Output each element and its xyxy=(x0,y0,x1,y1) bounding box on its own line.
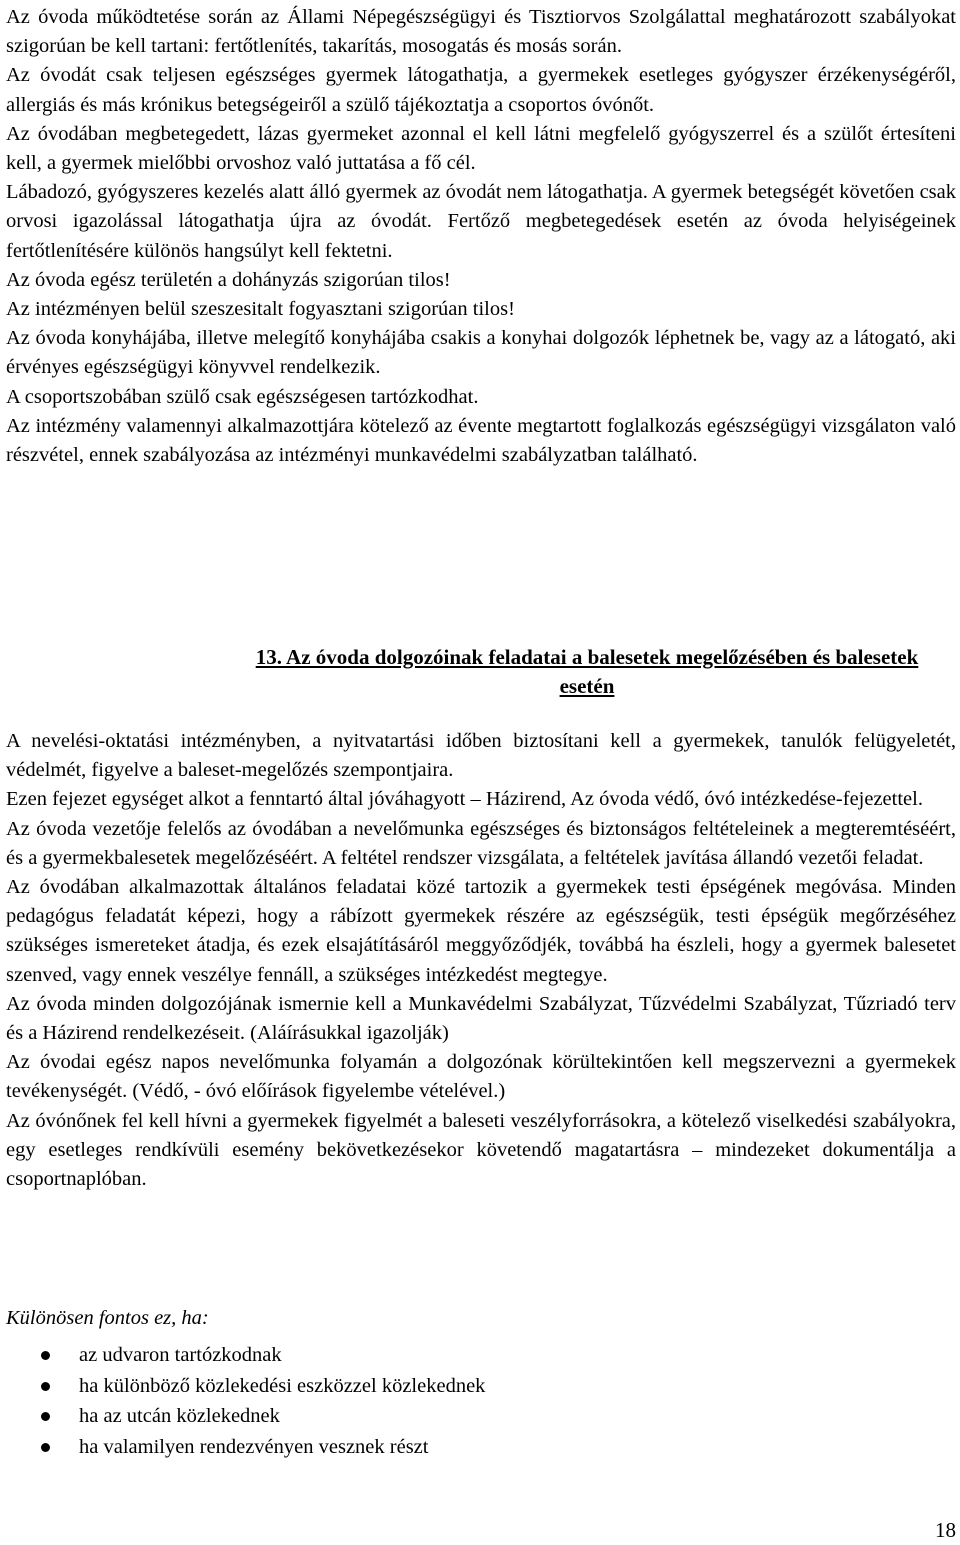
list-item xyxy=(6,1432,485,1463)
paragraphs-top xyxy=(6,0,956,470)
list-item-text: ha különböző közlekedési eszközzel közlekednek xyxy=(79,1374,486,1397)
paragraph: Az óvónőnek fel kell hívni a gyermekek figyelmét a baleseti veszélyforrásokra, a kötelező viselkedési szabályokra, egy esetleges rendkívüli esemény bekövetkezésekor követendő magatartásra – mindezeket dokumentálja a csoportnaplóban. xyxy=(6,1109,956,1191)
paragraph: Az óvodában megbetegedett, lázas gyermeket azonnal el kell látni megfelelő gyógyszerrel és a szülőt értesíteni kell, a gyermek mielőbbi orvoshoz való juttatása a fő cél. xyxy=(6,122,956,175)
paragraph: Az óvodai egész napos nevelőmunka folyamán a dolgozónak körültekintően kell megszervezni a gyermekek tevékenységét. (Védő, - óvó előírások figyelembe vételével.) xyxy=(6,1051,956,1103)
paragraph: Az óvoda egész területén a dohányzás szigorúan tilos! xyxy=(6,268,451,291)
list-item-text: az udvaron tartózkodnak xyxy=(79,1344,282,1366)
bullet-icon xyxy=(41,1412,50,1421)
page-number: 18 xyxy=(935,1518,956,1542)
list-item xyxy=(6,1371,485,1402)
paragraph: Az óvoda vezetője felelős az óvodában a nevelőmunka egészséges és biztonságos feltételeinek a megteremtéséért, és a gyermekbalesetek megelőzéséért. A feltétel rendszer vizsgálata, a feltételek javítása állandó vezetői feladat. xyxy=(6,817,956,869)
list-item-text: ha az utcán közlekednek xyxy=(79,1405,280,1427)
document-page xyxy=(6,0,956,1458)
paragraph: Az óvoda minden dolgozójának ismernie kell a Munkavédelmi Szabályzat, Tűzvédelmi Szabályzat, Tűzriadó terv és a Házirend rendelkezéseit. (Aláírásukkal igazolják) xyxy=(6,992,956,1045)
paragraph: A csoportszobában szülő csak egészségesen tartózkodhat. xyxy=(6,385,479,408)
paragraphs-section xyxy=(6,727,956,1194)
list-item xyxy=(6,1401,485,1432)
bullet-list xyxy=(6,1340,485,1462)
paragraph: Az óvodát csak teljesen egészséges gyermek látogathatja, a gyermekek esetleges gyógyszer érzékenységéről, allergiás és más krónikus betegségeiről a szülő tájékoztatja a csoportos óvónőt. xyxy=(6,64,956,116)
bullet-icon xyxy=(41,1382,50,1391)
paragraph: Az óvoda konyhájába, illetve melegítő konyhájába csakis a konyhai dolgozók léphetnek be, vagy az a látogató, aki érvényes egészségügyi könyvvel rendelkezik. xyxy=(6,327,956,379)
paragraph: Az intézmény valamennyi alkalmazottjára kötelező az évente megtartott foglalkozás egészségügyi vizsgálaton való részvétel, ennek szabályozása az intézményi munkavédelmi szabályzatban található. xyxy=(6,414,956,467)
paragraph: Lábadozó, gyógyszeres kezelés alatt álló gyermek az óvodát nem látogathatja. A gyermek betegségét követően csak orvosi igazolással látogathatja újra az óvodát. Fertőző megbetegedések esetén az óvoda helyiségeinek fertőtlenítésére különös hangsúlyt kell fektetni. xyxy=(6,181,956,262)
list-item-text: ha valamilyen rendezvényen vesznek részt xyxy=(79,1435,429,1458)
list-intro: Különösen fontos ez, ha: xyxy=(6,1307,209,1329)
paragraph: Az intézményen belül szeszesitalt fogyasztani szigorúan tilos! xyxy=(6,298,515,321)
section-heading: 13. Az óvoda dolgozóinak feladatai a balesetek megelőzésében és balesetek esetén xyxy=(255,645,919,698)
paragraph: Az óvoda működtetése során az Állami Népegészségügyi és Tisztiorvos Szolgálattal meghatározott szabályokat szigorúan be kell tartani: fertőtlenítés, takarítás, mosogatás és mosás során. xyxy=(6,6,956,58)
list-item xyxy=(6,1340,485,1371)
paragraph: A nevelési-oktatási intézményben, a nyitvatartási időben biztosítani kell a gyermekek, tanulók felügyeletét, védelmét, figyelve a baleset-megelőzés szempontjaira. xyxy=(6,730,956,782)
bullet-icon xyxy=(41,1351,50,1360)
paragraph: Ezen fejezet egységet alkot a fenntartó által jóváhagyott – Házirend, Az óvoda védő, óvó intézkedése-fejezettel. xyxy=(6,788,923,811)
bullet-icon xyxy=(41,1443,50,1452)
paragraph: Az óvodában alkalmazottak általános feladatai közé tartozik a gyermekek testi épségének megóvása. Minden pedagógus feladatát képezi, hogy a rábízott gyermekek részére az egészségük, testi épségük megőrzéséhez szükséges ismereteket átadja, és ezek elsajátításáról meggyőződjék, továbbá ha észleli, hogy a gyermek balesetet szenved, vagy ennek veszélye fennáll, a szükséges intézkedést megtegye. xyxy=(6,876,956,986)
